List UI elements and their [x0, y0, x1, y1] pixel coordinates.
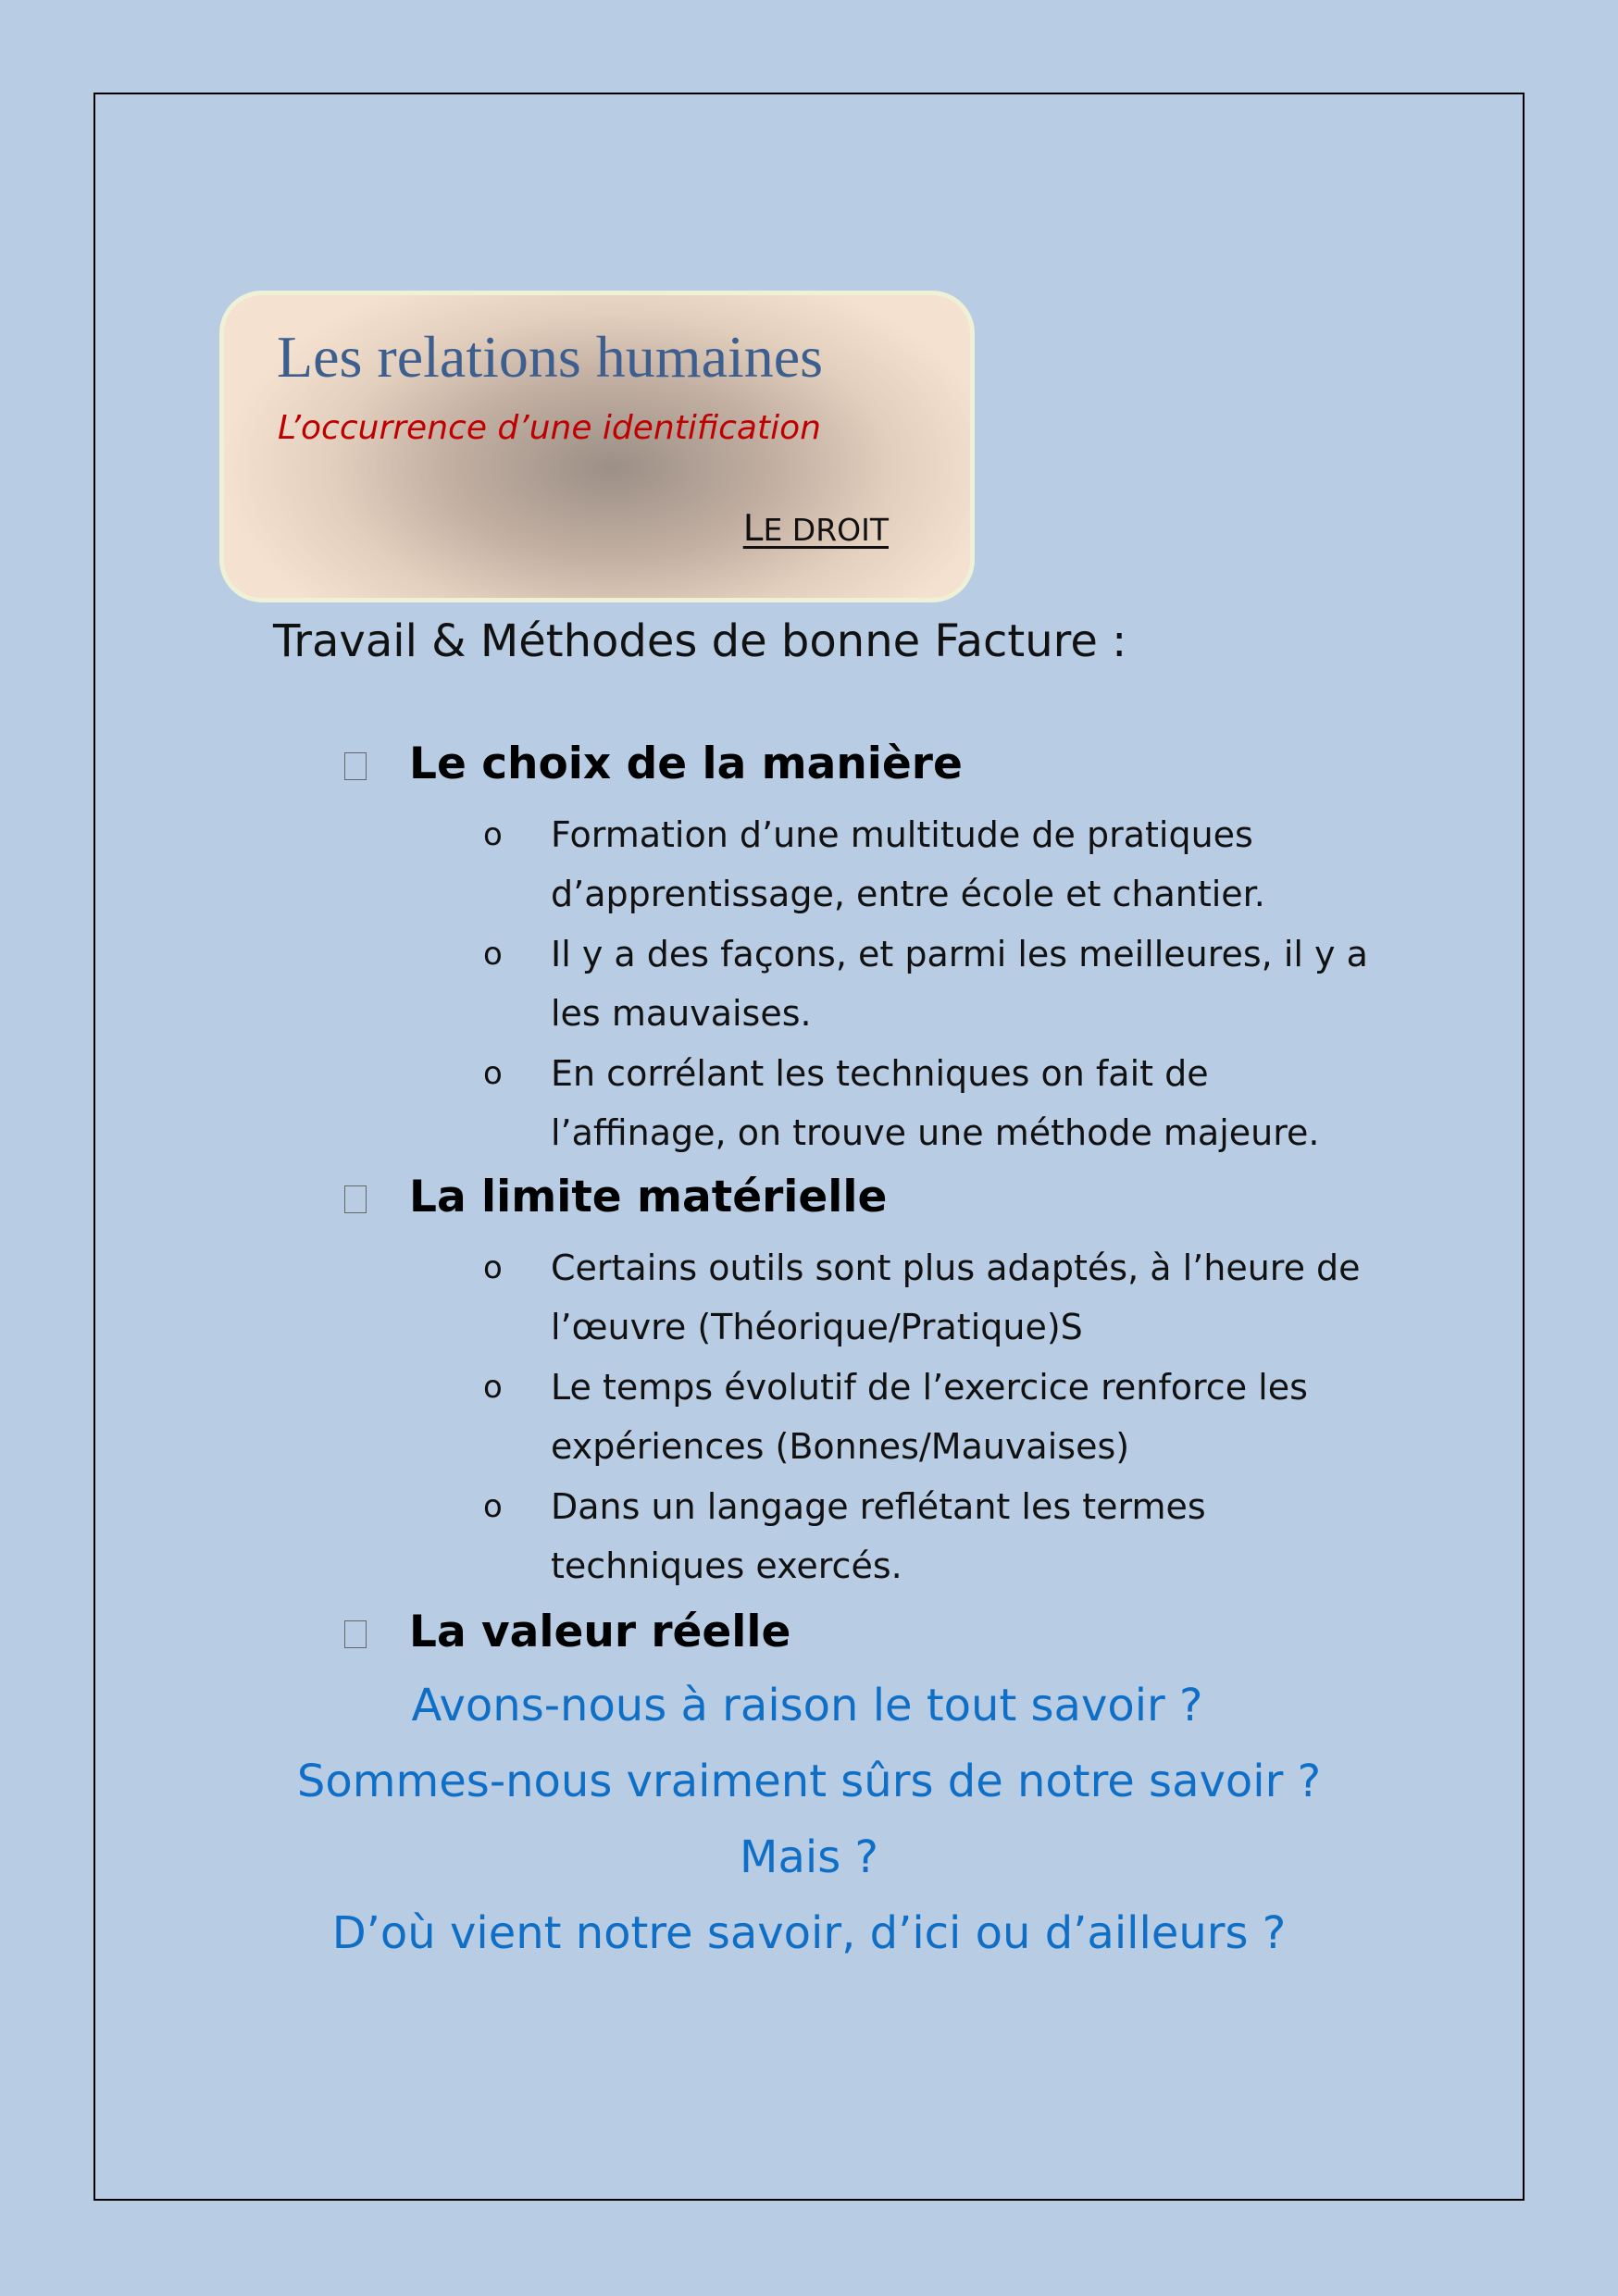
list-item	[483, 1477, 1206, 1595]
list-item	[483, 1044, 1319, 1162]
list-item	[483, 1358, 1308, 1476]
title-box	[219, 291, 975, 602]
list-item-line: les mauvaises.	[551, 993, 812, 1034]
list-item-line: d’apprentissage, entre école et chantier.	[551, 874, 1265, 914]
circle-bullet-icon: o	[483, 1369, 503, 1406]
list-item	[483, 925, 1368, 1043]
document-title: Les relations humaines	[277, 324, 824, 390]
document-tag-rest: E DROIT	[763, 512, 889, 548]
circle-bullet-icon: o	[483, 1055, 503, 1092]
list-item	[483, 1238, 1361, 1357]
list-item-line: Le temps évolutif de l’exercice renforce les	[551, 1367, 1308, 1408]
circle-bullet-icon: o	[483, 1488, 503, 1525]
checkbox-bullet-icon	[344, 752, 367, 780]
list-item-line: techniques exercés.	[551, 1545, 902, 1586]
list-item-line: En corrélant les techniques on fait de	[551, 1053, 1209, 1094]
question-line: D’où vient notre savoir, d’ici ou d’ailleurs ?	[331, 1907, 1287, 1959]
question-line: Sommes-nous vraiment sûrs de notre savoir ?	[296, 1756, 1322, 1807]
circle-bullet-icon: o	[483, 1249, 503, 1286]
topic-material-limit	[344, 1172, 887, 1222]
circle-bullet-icon: o	[483, 816, 503, 853]
document-tag-initial: L	[742, 508, 764, 550]
question-line: Avons-nous à raison le tout savoir ?	[411, 1680, 1203, 1731]
document-tag	[743, 508, 889, 550]
list-item	[483, 805, 1265, 924]
section-heading: Travail & Méthodes de bonne Facture :	[273, 615, 1127, 667]
list-item-line: Formation d’une multitude de pratiques	[551, 814, 1253, 855]
list-item-line: l’affinage, on trouve une méthode majeure.	[551, 1112, 1320, 1153]
list-item-line: Il y a des façons, et parmi les meilleures, il y a	[551, 934, 1368, 974]
document-subtitle: L’occurrence d’une identification	[278, 409, 821, 447]
topic-choice	[344, 738, 963, 789]
checkbox-bullet-icon	[344, 1620, 367, 1648]
list-item-line: Certains outils sont plus adaptés, à l’heure de	[551, 1247, 1361, 1288]
topic-real-value	[344, 1607, 790, 1657]
list-item-line: l’œuvre (Théorique/Pratique)S	[551, 1307, 1083, 1347]
topic-label: La limite matérielle	[409, 1172, 888, 1222]
checkbox-bullet-icon	[344, 1185, 367, 1213]
list-item-line: expériences (Bonnes/Mauvaises)	[551, 1426, 1130, 1467]
topic-label: Le choix de la manière	[409, 738, 963, 789]
question-line: Mais ?	[740, 1831, 878, 1883]
circle-bullet-icon: o	[483, 936, 503, 973]
topic-label: La valeur réelle	[409, 1607, 791, 1657]
list-item-line: Dans un langage reflétant les termes	[551, 1486, 1206, 1527]
